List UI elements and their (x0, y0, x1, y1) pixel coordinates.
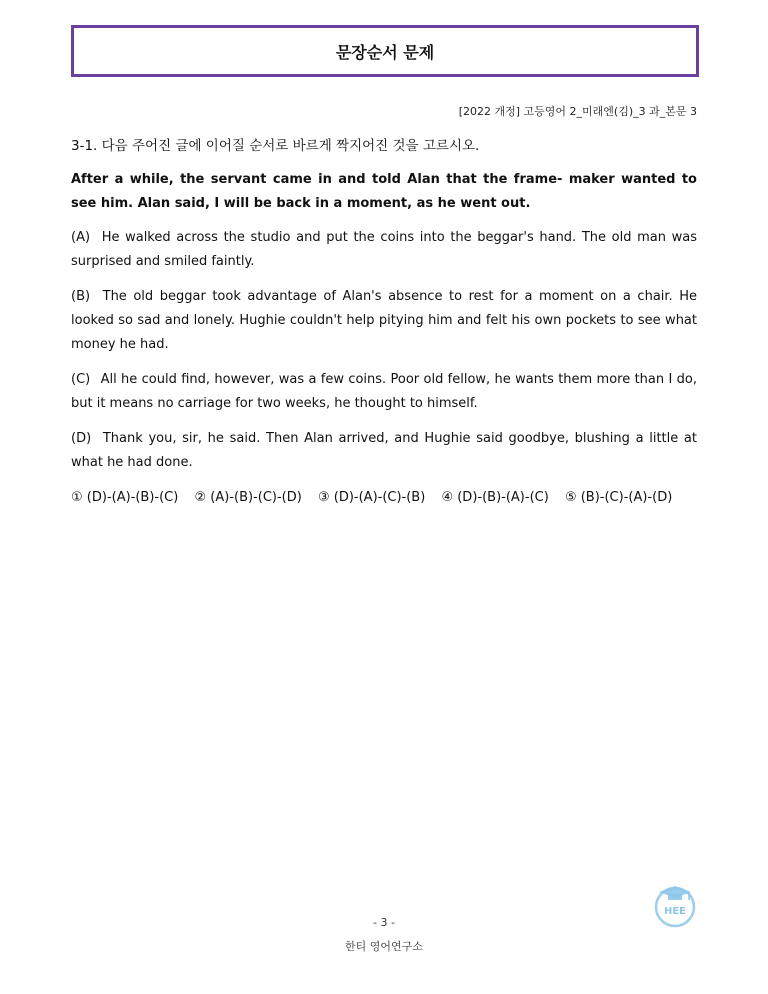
paragraph-text: He walked across the studio and put the coins into the beggar's hand. The old man was surprised and smiled faintly. (71, 230, 697, 269)
paragraph-label: (C) (71, 372, 91, 387)
given-passage: After a while, the servant came in and told Alan that the frame- maker wanted to see him. Alan said, I will be back in a moment, as he went out. (71, 172, 697, 211)
paragraph-label: (A) (71, 230, 91, 245)
answer-choices (71, 486, 697, 510)
page-title: 문장순서 문제 (335, 42, 435, 62)
paragraph-b (71, 285, 697, 357)
question-content (71, 134, 697, 510)
organization-name: 한티 영어연구소 (345, 940, 423, 953)
paragraph-d (71, 427, 697, 475)
question-prompt: 3-1. 다음 주어진 글에 이어질 순서로 바르게 짝지어진 것을 고르시오. (71, 138, 480, 154)
paragraph-text: Thank you, sir, he said. Then Alan arrived, and Hughie said goodbye, blushing a little at what he had done. (71, 431, 697, 470)
source-reference: [2022 개정] 고등영어 2_미래엔(김)_3 과_본문 3 (458, 105, 697, 118)
paragraph-text: All he could find, however, was a few coins. Poor old fellow, he wants them more than I do, but it means no carriage for two weeks, he thought to himself. (71, 372, 697, 411)
title-box (71, 25, 699, 77)
choice-3[interactable]: ③ (D)-(A)-(C)-(B) (317, 490, 426, 505)
paragraph-text: The old beggar took advantage of Alan's absence to rest for a moment on a chair. He looked so sad and lonely. Hughie couldn't help pitying him and felt his own pockets to see what money he had. (71, 289, 698, 352)
choice-4[interactable]: ④ (D)-(B)-(A)-(C) (441, 490, 549, 505)
logo-text: HEE (663, 906, 687, 917)
paragraph-label: (D) (71, 431, 92, 446)
choice-5[interactable]: ⑤ (B)-(C)-(A)-(D) (564, 490, 673, 505)
choice-1[interactable]: ① (D)-(A)-(B)-(C) (71, 490, 179, 505)
paragraph-label: (B) (71, 289, 91, 304)
page-number: - 3 - (373, 916, 395, 929)
paragraph-a (71, 226, 697, 274)
paragraph-c (71, 368, 697, 416)
choice-2[interactable]: ② (A)-(B)-(C)-(D) (194, 490, 302, 505)
